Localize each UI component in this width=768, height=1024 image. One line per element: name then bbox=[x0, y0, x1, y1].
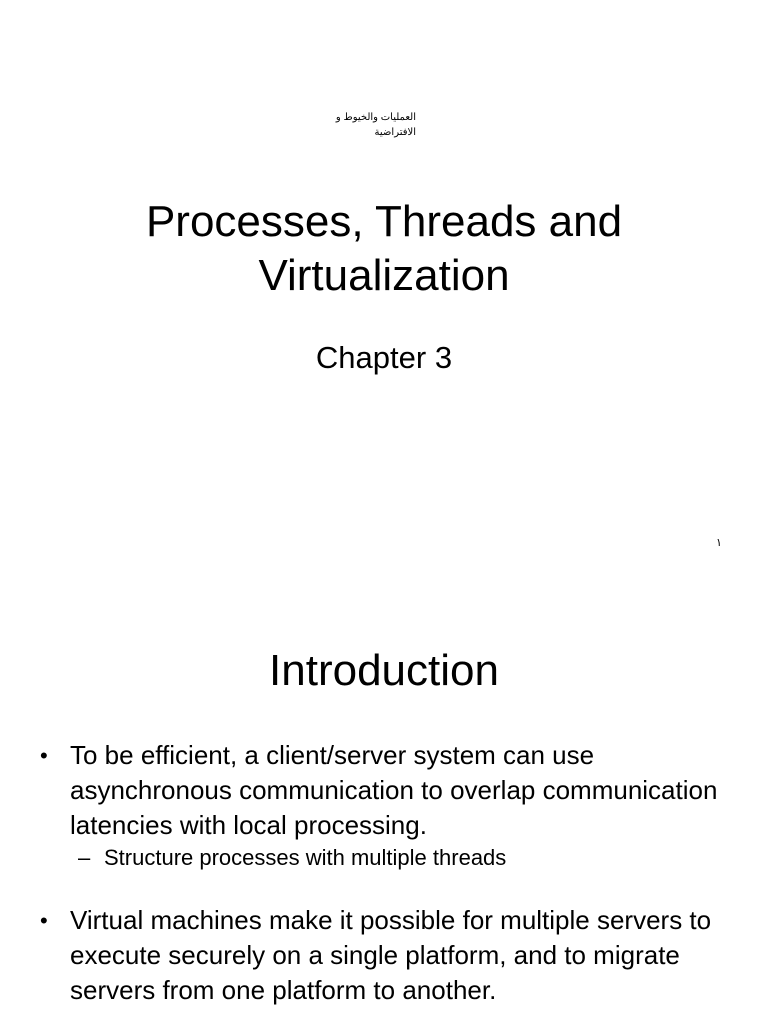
arabic-title-note: العمليات والخيوط و الافتراضية bbox=[335, 112, 416, 138]
introduction-heading: Introduction bbox=[269, 646, 499, 695]
bullet-icon: • bbox=[40, 743, 48, 768]
bullet-list bbox=[0, 738, 768, 1008]
sub-bullet-item bbox=[70, 843, 748, 873]
bullet-item bbox=[0, 903, 768, 1008]
dash-icon: – bbox=[78, 845, 91, 870]
chapter-subtitle: Chapter 3 bbox=[315, 340, 453, 375]
bullet-icon: • bbox=[40, 908, 48, 933]
sub-bullet-text: Structure processes with multiple threads bbox=[104, 845, 507, 870]
slide-title bbox=[0, 195, 768, 303]
introduction-slide bbox=[0, 580, 768, 1024]
slide-page-number: ١ bbox=[716, 537, 722, 549]
bullet-item bbox=[0, 738, 768, 873]
slide-title-line-1: Processes, Threads and bbox=[145, 197, 623, 246]
bullet-text: To be efficient, a client/server system can use asynchronous communication to overlap communication latencies with local processing. bbox=[70, 740, 718, 840]
bullet-text: Virtual machines make it possible for multiple servers to execute securely on a single platform, and to migrate servers from one platform to another. bbox=[70, 905, 712, 1005]
slide-title-line-2: Virtualization bbox=[258, 251, 510, 300]
